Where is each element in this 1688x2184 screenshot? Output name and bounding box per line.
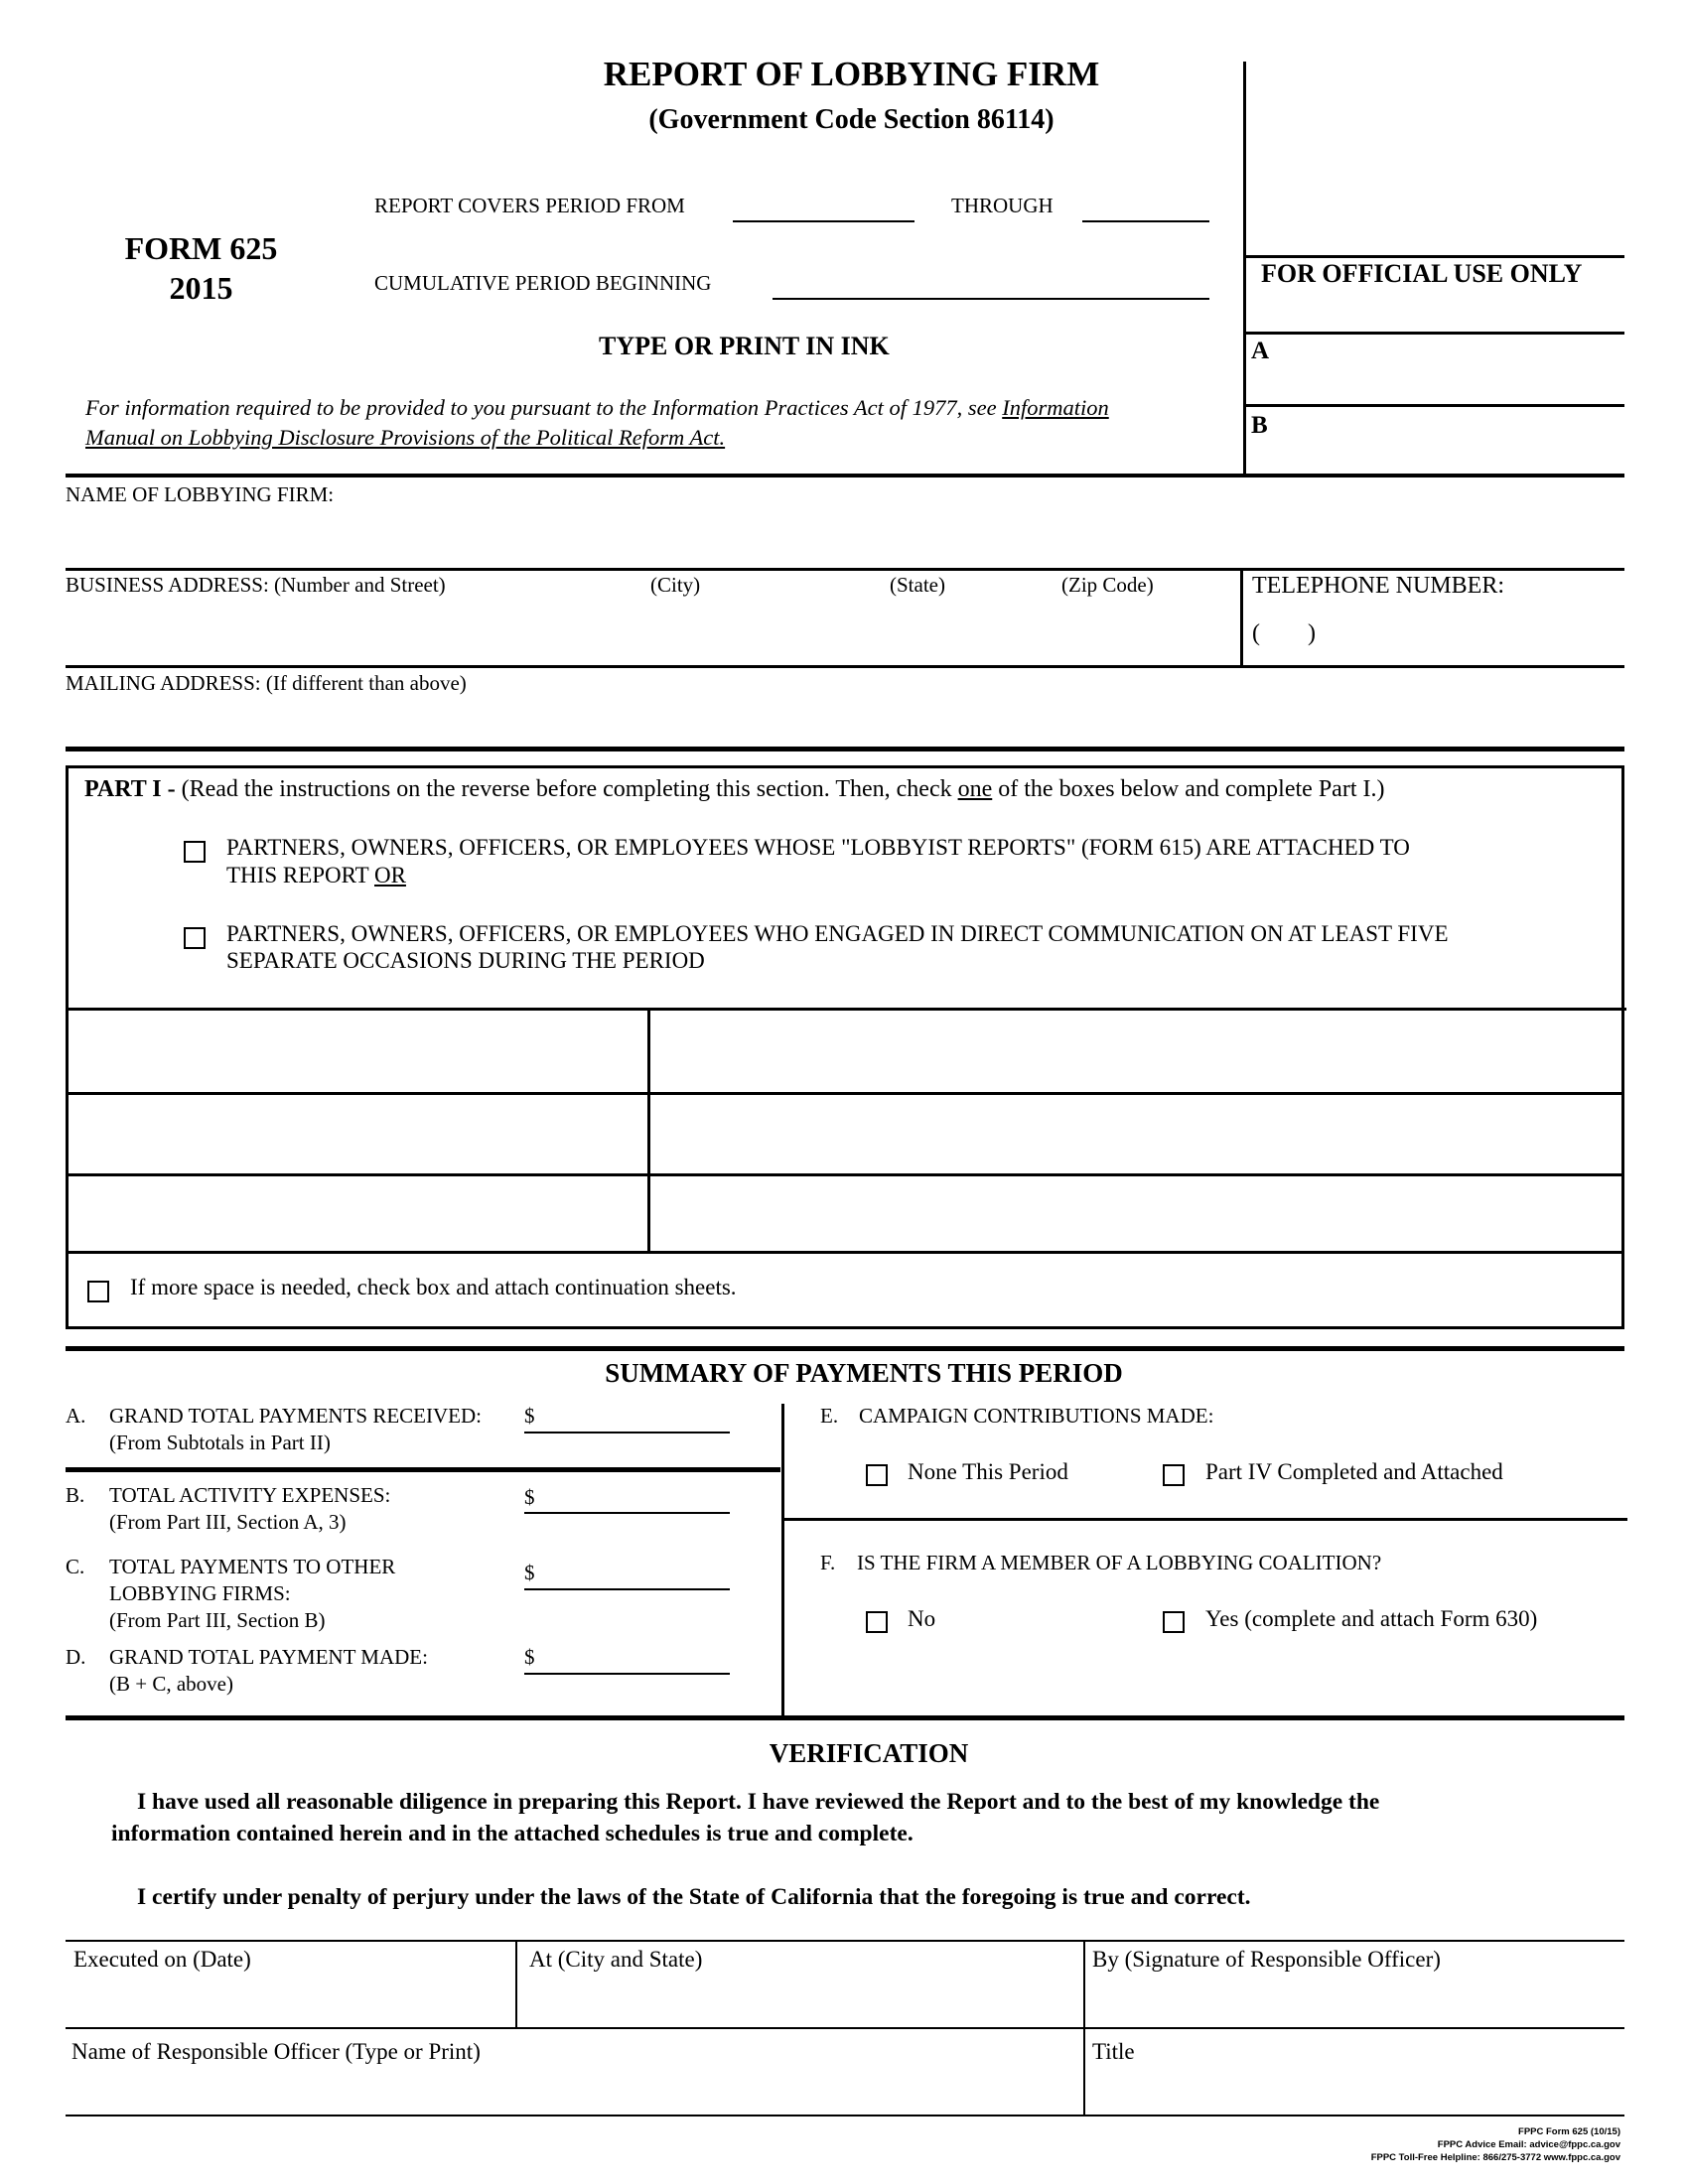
- signature-divider-1: [515, 1940, 517, 2028]
- mailing-top-rule: [66, 665, 1624, 668]
- through-label: THROUGH: [951, 194, 1054, 217]
- name-cell-2b[interactable]: [653, 1097, 1618, 1171]
- total-payments-other-firms-field[interactable]: [524, 1588, 730, 1590]
- form-number: FORM 625: [124, 230, 278, 266]
- summary-c-label2: LOBBYING FIRMS:: [109, 1581, 291, 1605]
- coalition-no-label: No: [908, 1606, 936, 1631]
- signature-label: By (Signature of Responsible Officer): [1092, 1947, 1441, 1972]
- form-subtitle: (Government Code Section 86114): [648, 104, 1055, 135]
- business-address-field[interactable]: [66, 601, 1237, 665]
- summary-b-letter: B.: [66, 1483, 85, 1507]
- city-label: (City): [650, 573, 701, 597]
- more-space-label: If more space is needed, check box and attach continuation sheets.: [130, 1275, 737, 1299]
- coalition-no-checkbox[interactable]: [866, 1611, 888, 1633]
- executed-on-field[interactable]: [70, 1976, 511, 2025]
- summary-d-sub: (B + C, above): [109, 1672, 233, 1696]
- name-cell-1b[interactable]: [653, 1013, 1618, 1090]
- direct-communication-checkbox[interactable]: [184, 927, 206, 949]
- official-b-label: B: [1251, 412, 1268, 439]
- name-cell-1a[interactable]: [71, 1013, 643, 1090]
- grand-total-payment-made-field[interactable]: [524, 1673, 730, 1675]
- mailing-address-field[interactable]: [66, 697, 1624, 745]
- period-from-field[interactable]: [733, 220, 914, 222]
- summary-e-letter: E.: [820, 1404, 839, 1428]
- name-cell-2a[interactable]: [71, 1097, 643, 1171]
- zip-label: (Zip Code): [1061, 573, 1154, 597]
- executed-on-label: Executed on (Date): [73, 1947, 251, 1972]
- summary-c-dollar: $: [524, 1561, 535, 1584]
- official-use-label: FOR OFFICIAL USE ONLY: [1261, 259, 1583, 288]
- official-divider: [1243, 62, 1246, 476]
- coalition-yes-checkbox[interactable]: [1163, 1611, 1185, 1633]
- telephone-divider: [1240, 568, 1243, 667]
- summary-a-dollar: $: [524, 1404, 535, 1428]
- summary-heading: SUMMARY OF PAYMENTS THIS PERIOD: [605, 1358, 1123, 1388]
- verification-heading: VERIFICATION: [769, 1738, 969, 1768]
- verification-top-rule: [66, 1715, 1624, 1720]
- grid-rule-4: [66, 1251, 1624, 1254]
- responsible-officer-label: Name of Responsible Officer (Type or Print): [71, 2039, 481, 2064]
- name-cell-3a[interactable]: [71, 1178, 643, 1249]
- at-city-state-field[interactable]: [521, 1976, 1079, 2025]
- verification-para1-line2: information contained herein and in the attached schedules is true and complete.: [111, 1821, 914, 1846]
- mailing-address-label: MAILING ADDRESS: (If different than above): [66, 671, 467, 695]
- summary-e-label: CAMPAIGN CONTRIBUTIONS MADE:: [859, 1404, 1214, 1428]
- grid-rule-3: [66, 1173, 1624, 1176]
- signature-bottom-rule: [66, 2115, 1624, 2116]
- signature-field[interactable]: [1089, 1976, 1620, 2025]
- verification-para2: I certify under penalty of perjury under the laws of the State of California that the foregoing is true and correct.: [137, 1884, 1251, 1910]
- info-practices-text: For information required to be provided to you pursuant to the Information Practices Act of 1977, see Information: [85, 395, 1109, 420]
- address-top-rule: [66, 568, 1624, 571]
- summary-b-dollar: $: [524, 1485, 535, 1509]
- firm-name-field[interactable]: [66, 506, 1624, 566]
- part1-top-rule: [66, 747, 1624, 751]
- title-field[interactable]: [1089, 2067, 1620, 2113]
- official-top-rule: [1243, 255, 1624, 258]
- verification-para1-line1: I have used all reasonable diligence in preparing this Report. I have reviewed the Report and to the best of my knowledge the: [137, 1789, 1380, 1815]
- summary-a-letter: A.: [66, 1404, 86, 1428]
- footer-advice-email: FPPC Advice Email: advice@fppc.ca.gov: [1437, 2139, 1620, 2150]
- responsible-officer-field[interactable]: [70, 2067, 1077, 2113]
- option1-line2: THIS REPORT OR: [226, 863, 406, 887]
- signature-top-rule: [66, 1940, 1624, 1942]
- grid-rule-2: [66, 1092, 1624, 1095]
- signature-mid-rule: [66, 2027, 1624, 2029]
- form-year: 2015: [169, 270, 233, 306]
- footer-form-id: FPPC Form 625 (10/15): [1518, 2126, 1620, 2137]
- cumulative-label: CUMULATIVE PERIOD BEGINNING: [374, 271, 712, 295]
- part-iv-attached-label: Part IV Completed and Attached: [1205, 1459, 1503, 1484]
- period-from-label: REPORT COVERS PERIOD FROM: [374, 194, 685, 217]
- official-b-rule: [1243, 404, 1624, 407]
- summary-b-label: TOTAL ACTIVITY EXPENSES:: [109, 1483, 391, 1507]
- none-this-period-label: None This Period: [908, 1459, 1068, 1484]
- coalition-yes-label: Yes (complete and attach Form 630): [1205, 1606, 1538, 1631]
- info-manual-link[interactable]: Information: [1002, 395, 1109, 420]
- summary-c-sub: (From Part III, Section B): [109, 1608, 326, 1632]
- summary-d-letter: D.: [66, 1645, 86, 1669]
- grid-divider: [647, 1008, 650, 1253]
- form-title: REPORT OF LOBBYING FIRM: [603, 55, 1100, 93]
- business-address-label: BUSINESS ADDRESS: (Number and Street): [66, 573, 446, 597]
- title-label: Title: [1092, 2039, 1135, 2064]
- summary-d-dollar: $: [524, 1645, 535, 1669]
- state-label: (State): [890, 573, 945, 597]
- option1-line1: PARTNERS, OWNERS, OFFICERS, OR EMPLOYEES WHOSE "LOBBYIST REPORTS" (FORM 615) ARE ATTACHED TO: [226, 835, 1410, 860]
- name-cell-3b[interactable]: [653, 1178, 1618, 1249]
- summary-b-sub: (From Part III, Section A, 3): [109, 1510, 347, 1534]
- official-a-rule: [1243, 332, 1624, 335]
- type-print-instruction: TYPE OR PRINT IN INK: [599, 332, 890, 360]
- grid-rule-1: [66, 1008, 1626, 1011]
- lobbyist-reports-checkbox[interactable]: [184, 841, 206, 863]
- summary-ab-rule: [66, 1467, 780, 1472]
- summary-c-letter: C.: [66, 1555, 85, 1578]
- telephone-area-code[interactable]: ( ): [1252, 620, 1316, 646]
- through-field[interactable]: [1082, 220, 1209, 222]
- summary-a-sub: (From Subtotals in Part II): [109, 1431, 331, 1454]
- official-a-label: A: [1251, 338, 1270, 364]
- cumulative-field[interactable]: [773, 298, 1209, 300]
- summary-f-label: IS THE FIRM A MEMBER OF A LOBBYING COALITION?: [857, 1551, 1382, 1574]
- info-manual-link-2[interactable]: Manual on Lobbying Disclosure Provisions of the Political Reform Act.: [85, 425, 726, 450]
- summary-c-label1: TOTAL PAYMENTS TO OTHER: [109, 1555, 396, 1578]
- summary-ef-rule: [783, 1518, 1627, 1521]
- footer-helpline: FPPC Toll-Free Helpline: 866/275-3772 www.fppc.ca.gov: [1370, 2152, 1620, 2163]
- more-space-checkbox[interactable]: [87, 1281, 109, 1302]
- firm-name-label: NAME OF LOBBYING FIRM:: [66, 482, 335, 506]
- part-iv-attached-checkbox[interactable]: [1163, 1464, 1185, 1486]
- at-city-state-label: At (City and State): [529, 1947, 703, 1972]
- total-activity-expenses-field[interactable]: [524, 1512, 730, 1514]
- summary-d-label: GRAND TOTAL PAYMENT MADE:: [109, 1645, 428, 1669]
- option2-line2: SEPARATE OCCASIONS DURING THE PERIOD: [226, 948, 705, 973]
- option2-line1: PARTNERS, OWNERS, OFFICERS, OR EMPLOYEES WHO ENGAGED IN DIRECT COMMUNICATION ON AT LEAST FIVE: [226, 921, 1449, 946]
- summary-top-rule: [66, 1346, 1624, 1351]
- grand-total-received-field[interactable]: [524, 1432, 730, 1433]
- summary-f-letter: F.: [820, 1551, 836, 1574]
- summary-divider: [781, 1404, 784, 1717]
- none-this-period-checkbox[interactable]: [866, 1464, 888, 1486]
- summary-a-label: GRAND TOTAL PAYMENTS RECEIVED:: [109, 1404, 482, 1428]
- firm-top-rule: [66, 474, 1624, 478]
- part1-instructions: PART I - (Read the instructions on the reverse before completing this section. Then, check one of the boxes below and complete Part I.): [84, 776, 1385, 802]
- telephone-label: TELEPHONE NUMBER:: [1252, 573, 1504, 599]
